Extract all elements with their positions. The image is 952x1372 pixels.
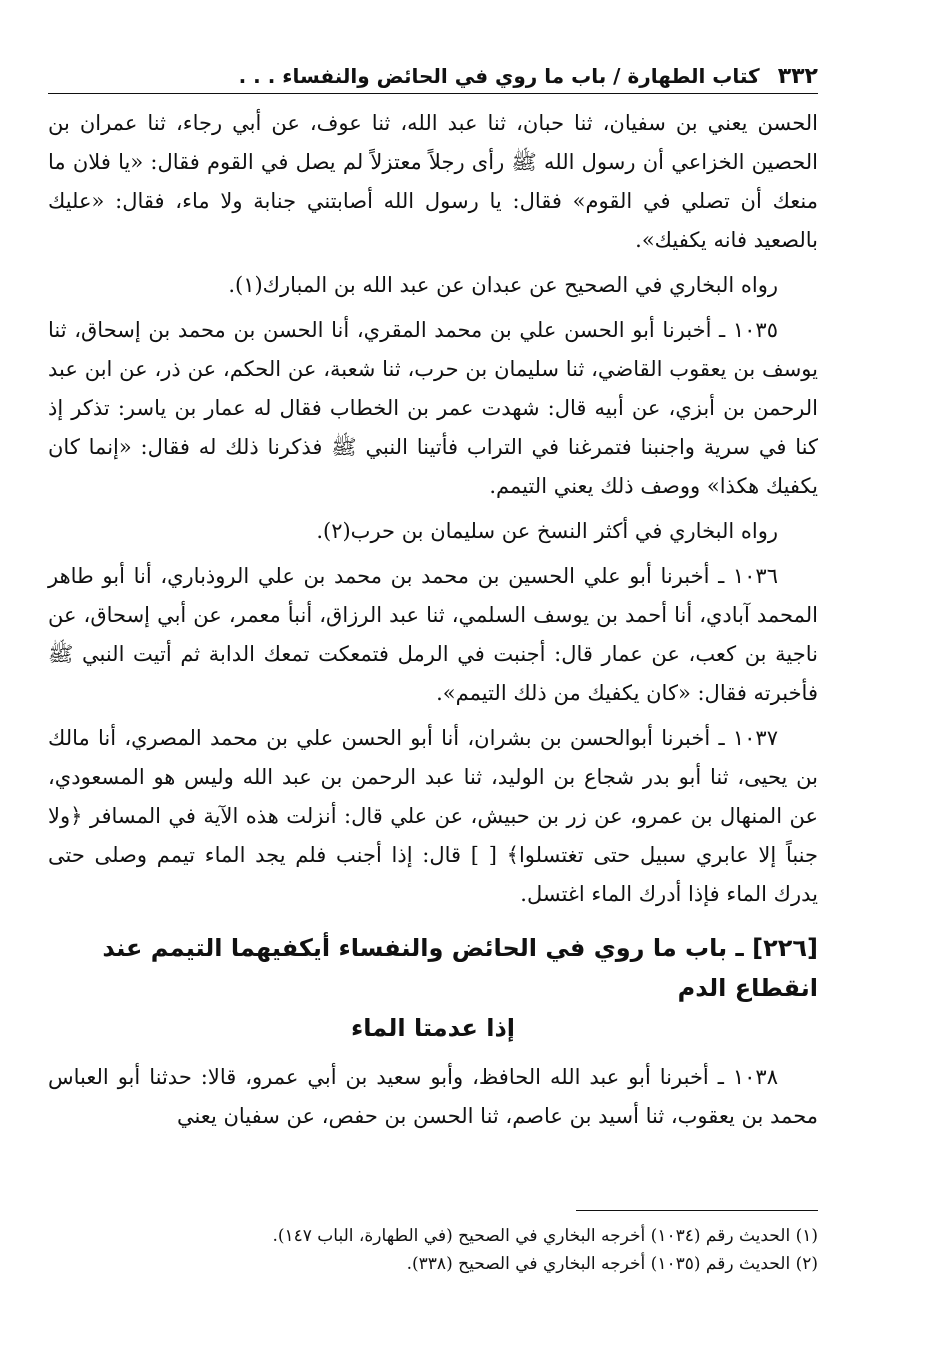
running-title: كتاب الطهارة / باب ما روي في الحائض والنفساء . . . [238,64,760,88]
footnote-separator [576,1210,818,1211]
attribution-paragraph-2: رواه البخاري في أكثر النسخ عن سليمان بن حرب(٢). [316,519,778,543]
footnotes [48,1222,818,1278]
section-heading-line-1: [٢٢٦] ـ باب ما روي في الحائض والنفساء أيكفيهما التيمم عند انقطاع الدم [102,934,818,1002]
footnote-2: (٢) الحديث رقم (١٠٣٥) أخرجه البخاري في الصحيح (٣٣٨). [406,1254,818,1274]
page-number: ٣٣٢ [777,64,818,89]
attribution-paragraph-1: رواه البخاري في الصحيح عن عبدان عن عبد الله بن المبارك(١). [228,273,778,297]
hadith-paragraph-1035: ١٠٣٥ ـ أخبرنا أبو الحسن علي بن محمد المقري، أنا الحسن بن محمد بن إسحاق، ثنا يوسف بن يعقوب القاضي، ثنا سليمان بن حرب، ثنا شعبة، عن الحكم، عن ذر، عن ابن عبد الرحمن بن أبزي، عن أبيه قال: شهدت عمر بن الخطاب فقال له عمار بن ياسر: تذكر إذ كنا في سرية واجنبنا فتمرغنا في التراب فأتينا النبي ﷺ فذكرنا ذلك له فقال: «إنما كان يكفيك هكذا» ووصف ذلك يعني التيمم. [48,318,818,498]
section-heading [48,928,818,1048]
hadith-paragraph-1036: ١٠٣٦ ـ أخبرنا أبو علي الحسين بن محمد بن محمد بن علي الروذباري، أنا أبو طاهر المحمد آبادي، أنا أحمد بن يوسف السلمي، ثنا عبد الرزاق، أنبأ معمر، عن أبي إسحاق، عن ناجية بن كعب، عن عمار قال: أجنبت في الرمل فتمعكت تمعك الدابة ثم أتيت النبي ﷺ فأخبرته فقال: «كان يكفيك من ذلك التيمم». [48,564,818,705]
running-header [48,64,818,94]
footnote-1: (١) الحديث رقم (١٠٣٤) أخرجه البخاري في الصحيح (في الطهارة، الباب ١٤٧). [272,1226,818,1246]
book-page [48,64,818,1274]
section-heading-line-2: إذا عدمتا الماء [350,1014,515,1042]
hadith-paragraph-1037: ١٠٣٧ ـ أخبرنا أبوالحسن بن بشران، أنا أبو الحسن علي بن محمد المصري، أنا مالك بن يحيى، ثنا أبو بدر شجاع بن الوليد، ثنا عبد الرحمن بن عبد الله وليس هو المسعودي، عن المنهال بن عمرو، عن زر بن حبيش، عن علي قال: أنزلت هذه الآية في المسافر ﴿ولا جنباً إلا عابري سبيل حتى تغتسلوا﴾ [ ] قال: إذا أجنب فلم يجد الماء تيمم وصلى حتى يدرك الماء فإذا أدرك الماء اغتسل. [48,726,818,906]
hadith-paragraph-1038: ١٠٣٨ ـ أخبرنا أبو عبد الله الحافظ، وأبو سعيد بن أبي عمرو، قالا: حدثنا أبو العباس محمد بن يعقوب، ثنا أسيد بن عاصم، ثنا الحسن بن حفص، عن سفيان يعني [48,1065,818,1128]
hadith-paragraph-1034-continued: الحسن يعني بن سفيان، ثنا حبان، ثنا عبد الله، ثنا عوف، عن أبي رجاء، ثنا عمران بن الحصين الخزاعي أن رسول الله ﷺ رأى رجلاً معتزلاً لم يصل في القوم فقال: «يا فلان ما منعك أن تصلي في القوم» فقال: يا رسول الله أصابتني جنابة ولا ماء، فقال: «عليك بالصعيد فانه يكفيك». [48,111,818,252]
